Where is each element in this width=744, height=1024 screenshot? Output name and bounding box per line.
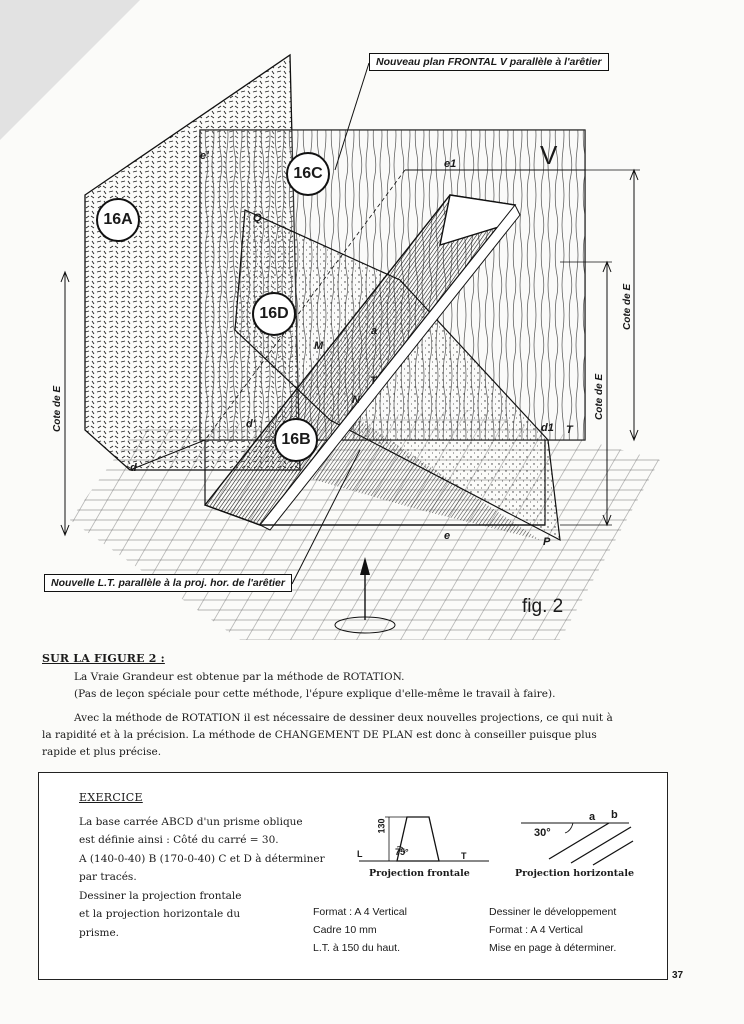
page-number: 37	[672, 970, 684, 981]
point-t: T	[566, 424, 573, 436]
point-a: a	[371, 325, 378, 337]
projection-frontale-label: Projection frontale	[369, 868, 470, 879]
paragraph-rotation: Avec la méthode de ROTATION il est nécessaire de dessiner deux nouvelles projections, ce qui nuit à la rapidité et à la précision. La méthode de CHANGEMENT DE PLAN est donc à conseiller puisque plus rapide et plus précise.	[42, 712, 613, 758]
label-l: L	[357, 849, 363, 859]
spec-right: Format : A 4 Vertical	[489, 924, 583, 936]
point-e-prime: e'	[200, 150, 209, 162]
cote-e-right2-label: Cote de E	[594, 373, 605, 420]
section-heading: SUR LA FIGURE 2 :	[42, 652, 165, 665]
label-t: T	[461, 851, 467, 861]
exercise-title: EXERCICE	[79, 791, 143, 804]
angle-30: 30°	[534, 827, 551, 839]
label-a: a	[589, 811, 596, 823]
point-d: d	[130, 462, 137, 474]
exercise-box	[38, 772, 668, 980]
exercise-line: La base carrée ABCD d'un prisme oblique	[79, 816, 303, 828]
projection-horizontale-label: Projection horizontale	[515, 868, 634, 879]
point-e: e	[444, 530, 451, 542]
label-16b: 16B	[274, 418, 318, 462]
paragraph-line-1: La Vraie Grandeur est obtenue par la méthode de ROTATION.	[74, 671, 405, 683]
callout-new-frontal-plane: Nouveau plan FRONTAL V parallèle à l'arêtier	[369, 53, 609, 71]
exercise-diagrams	[349, 803, 649, 873]
point-e1: e1	[444, 158, 457, 170]
exercise-line: et la projection horizontale du	[79, 908, 241, 920]
spec-left: Format : A 4 Vertical	[313, 906, 407, 918]
cote-e-right1-label: Cote de E	[622, 283, 633, 330]
label-16d: 16D	[252, 292, 296, 336]
spec-right: Dessiner le développement	[489, 906, 617, 918]
label-16c: 16C	[286, 152, 330, 196]
spec-right: Mise en page à déterminer.	[489, 942, 617, 954]
exercise-line: Dessiner la projection frontale	[79, 890, 242, 902]
point-d-prime: d'	[246, 418, 256, 430]
dim-130: 130	[376, 818, 387, 834]
point-v: V	[540, 140, 558, 170]
exercise-line: par tracés.	[79, 871, 137, 883]
point-m: M	[314, 340, 324, 352]
spec-left: Cadre 10 mm	[313, 924, 377, 936]
spec-left: L.T. à 150 du haut.	[313, 942, 400, 954]
cote-e-left-label: Cote de E	[52, 385, 63, 432]
callout-new-lt: Nouvelle L.T. parallèle à la proj. hor. de l'arêtier	[44, 574, 292, 592]
exercise-line: prisme.	[79, 927, 119, 939]
label-16a: 16A	[96, 198, 140, 242]
point-q: Q	[253, 212, 262, 224]
angle-75: 75°	[395, 847, 409, 857]
paragraph-line-2: (Pas de leçon spéciale pour cette méthode, l'épure explique d'elle-même le travail à faire).	[74, 688, 556, 700]
label-b: b	[611, 809, 618, 821]
point-n: N	[352, 394, 360, 406]
exercise-line: est définie ainsi : Côté du carré = 30.	[79, 834, 279, 846]
exercise-line: A (140-0-40) B (170-0-40) C et D à déterminer	[79, 853, 325, 865]
figure-caption: fig. 2	[522, 596, 564, 617]
point-t-inner: T	[370, 375, 377, 387]
point-p: P	[543, 536, 551, 548]
point-d1: d1	[541, 422, 554, 434]
